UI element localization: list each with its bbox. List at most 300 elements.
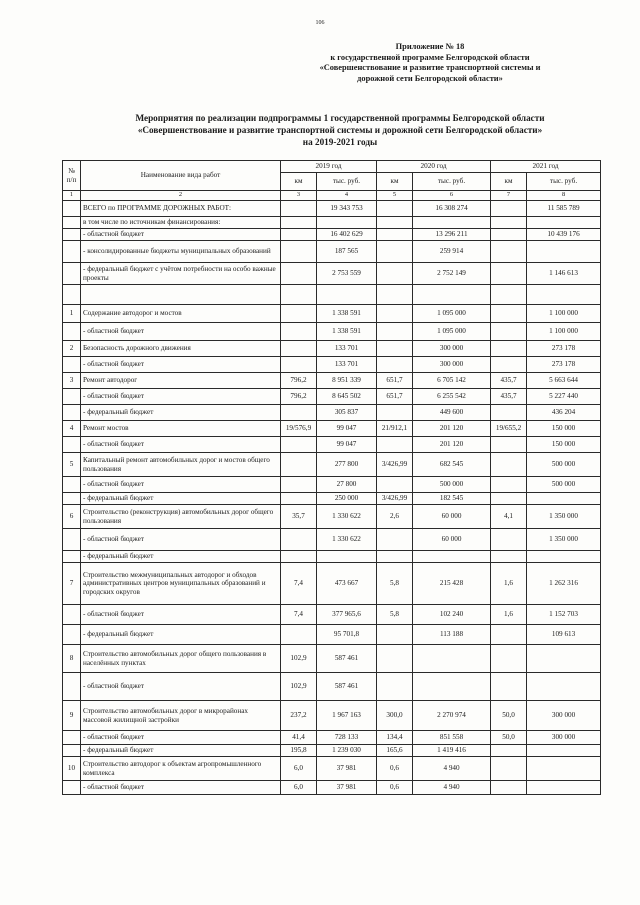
cell-work-name: - областной бюджет [81, 323, 281, 341]
cell-rub-2020 [413, 285, 491, 305]
cell-work-name: - областной бюджет [81, 437, 281, 453]
header-km-2021: км [491, 173, 527, 191]
appendix-line-3: «Совершенствование и развитие транспортной системы и [319, 63, 541, 72]
cell-rub-2021: 300 000 [527, 731, 601, 745]
cell-work-name: - областной бюджет [81, 477, 281, 493]
cell-km-2019 [281, 241, 317, 263]
table-row [63, 745, 601, 757]
cell-km-2019: 35,7 [281, 505, 317, 529]
title-line-3: на 2019-2021 годы [302, 137, 378, 147]
cell-rub-2021: 273 178 [527, 357, 601, 373]
cell-row-number [63, 285, 81, 305]
cell-km-2020 [377, 645, 413, 673]
cell-km-2021 [491, 493, 527, 505]
cell-km-2019 [281, 625, 317, 645]
table-row [63, 405, 601, 421]
cell-rub-2019: 8 645 502 [317, 389, 377, 405]
cell-km-2020: 3/426,99 [377, 453, 413, 477]
cell-rub-2021 [527, 551, 601, 563]
cell-row-number [63, 201, 81, 217]
column-index-row [63, 191, 601, 201]
cell-rub-2020: 215 428 [413, 563, 491, 605]
cell-work-name: Ремонт автодорог [81, 373, 281, 389]
cell-km-2021 [491, 263, 527, 285]
cell-rub-2019: 19 343 753 [317, 201, 377, 217]
table-row [63, 341, 601, 357]
cell-rub-2021 [527, 757, 601, 781]
cell-km-2020: 651,7 [377, 373, 413, 389]
cell-rub-2021 [527, 217, 601, 229]
cell-work-name: - консолидированные бюджеты муниципальных образований [81, 241, 281, 263]
cell-km-2020 [377, 625, 413, 645]
cell-rub-2020: 259 914 [413, 241, 491, 263]
cell-rub-2019: 95 701,8 [317, 625, 377, 645]
cell-rub-2019: 250 000 [317, 493, 377, 505]
cell-km-2021 [491, 745, 527, 757]
col-index: 5 [377, 191, 413, 201]
table-row [63, 625, 601, 645]
cell-km-2021: 1,6 [491, 563, 527, 605]
cell-work-name: - областной бюджет [81, 605, 281, 625]
cell-km-2019: 7,4 [281, 605, 317, 625]
cell-rub-2020: 500 000 [413, 477, 491, 493]
table-row [63, 731, 601, 745]
cell-rub-2020 [413, 645, 491, 673]
table-row [63, 673, 601, 701]
table-row [63, 263, 601, 285]
cell-km-2019: 6,0 [281, 757, 317, 781]
cell-rub-2019: 99 047 [317, 421, 377, 437]
cell-rub-2021: 11 585 789 [527, 201, 601, 217]
table-row [63, 357, 601, 373]
cell-row-number: 8 [63, 645, 81, 673]
table-row [63, 453, 601, 477]
header-2020: 2020 год [377, 161, 491, 173]
cell-rub-2020: 201 120 [413, 421, 491, 437]
cell-km-2021 [491, 551, 527, 563]
cell-km-2020 [377, 341, 413, 357]
cell-rub-2021: 5 227 440 [527, 389, 601, 405]
cell-rub-2019: 1 330 622 [317, 505, 377, 529]
cell-rub-2020: 2 752 149 [413, 263, 491, 285]
cell-rub-2021: 1 100 000 [527, 305, 601, 323]
table-row [63, 493, 601, 505]
cell-rub-2021 [527, 745, 601, 757]
cell-work-name: Безопасность дорожного движения [81, 341, 281, 357]
appendix-line-2: к государственной программе Белгородской области [330, 52, 530, 62]
table-row [63, 201, 601, 217]
cell-km-2021 [491, 405, 527, 421]
cell-rub-2020: 1 095 000 [413, 305, 491, 323]
cell-rub-2019: 8 951 339 [317, 373, 377, 389]
cell-work-name: Строительство межмуниципальных автодорог и обходов административных центров муниципальных образований и городских округов [81, 563, 281, 605]
cell-km-2021: 435,7 [491, 389, 527, 405]
cell-row-number [63, 745, 81, 757]
cell-row-number [63, 405, 81, 421]
cell-rub-2021 [527, 285, 601, 305]
cell-rub-2020 [413, 551, 491, 563]
cell-rub-2020: 113 188 [413, 625, 491, 645]
cell-row-number [63, 437, 81, 453]
cell-km-2019 [281, 437, 317, 453]
cell-km-2021 [491, 437, 527, 453]
cell-rub-2019: 1 338 591 [317, 305, 377, 323]
cell-km-2019 [281, 453, 317, 477]
cell-rub-2019: 1 330 622 [317, 529, 377, 551]
cell-rub-2019: 37 981 [317, 781, 377, 795]
cell-rub-2020: 60 000 [413, 505, 491, 529]
cell-rub-2021 [527, 241, 601, 263]
table-row [63, 529, 601, 551]
cell-work-name: - федеральный бюджет [81, 625, 281, 645]
cell-row-number: 10 [63, 757, 81, 781]
cell-km-2020 [377, 477, 413, 493]
cell-rub-2020: 682 545 [413, 453, 491, 477]
cell-rub-2019 [317, 217, 377, 229]
cell-rub-2019: 473 667 [317, 563, 377, 605]
works-table [62, 160, 601, 795]
table-row [63, 563, 601, 605]
cell-km-2019: 102,9 [281, 645, 317, 673]
cell-row-number [63, 217, 81, 229]
cell-row-number [63, 529, 81, 551]
cell-rub-2021 [527, 493, 601, 505]
cell-row-number [63, 493, 81, 505]
header-2019: 2019 год [281, 161, 377, 173]
table-row [63, 421, 601, 437]
cell-row-number [63, 731, 81, 745]
cell-row-number [63, 551, 81, 563]
table-row [63, 605, 601, 625]
title-line-2: «Совершенствование и развитие транспортной системы и дорожной сети Белгородской области» [137, 125, 543, 135]
header-2021: 2021 год [491, 161, 601, 173]
cell-rub-2021: 109 613 [527, 625, 601, 645]
appendix-line-1: Приложение № 18 [395, 42, 465, 51]
cell-km-2020: 21/912,1 [377, 421, 413, 437]
cell-rub-2020: 1 419 416 [413, 745, 491, 757]
cell-rub-2021: 10 439 176 [527, 229, 601, 241]
cell-rub-2019: 377 965,6 [317, 605, 377, 625]
cell-km-2021: 1,6 [491, 605, 527, 625]
cell-rub-2020 [413, 217, 491, 229]
cell-row-number: 9 [63, 701, 81, 731]
cell-rub-2020: 60 000 [413, 529, 491, 551]
cell-km-2019 [281, 217, 317, 229]
appendix-heading [290, 42, 570, 84]
cell-rub-2021: 1 350 000 [527, 529, 601, 551]
cell-work-name: в том числе по источникам финансирования: [81, 217, 281, 229]
cell-km-2021 [491, 453, 527, 477]
cell-work-name: - федеральный бюджет с учётом потребности на особо важные проекты [81, 263, 281, 285]
cell-km-2021 [491, 341, 527, 357]
col-index: 4 [317, 191, 377, 201]
cell-km-2019: 237,2 [281, 701, 317, 731]
cell-km-2020 [377, 323, 413, 341]
cell-rub-2021 [527, 673, 601, 701]
cell-work-name: - областной бюджет [81, 389, 281, 405]
cell-km-2021: 435,7 [491, 373, 527, 389]
page-number: 106 [315, 20, 325, 26]
cell-row-number [63, 781, 81, 795]
cell-km-2019 [281, 305, 317, 323]
cell-row-number: 7 [63, 563, 81, 605]
col-index: 8 [527, 191, 601, 201]
appendix-line-4: дорожной сети Белгородской области» [357, 73, 503, 83]
cell-km-2020 [377, 673, 413, 701]
cell-rub-2020: 4 940 [413, 781, 491, 795]
cell-km-2020 [377, 285, 413, 305]
table-row [63, 757, 601, 781]
cell-rub-2021: 500 000 [527, 453, 601, 477]
cell-rub-2020: 300 000 [413, 341, 491, 357]
cell-rub-2021: 1 350 000 [527, 505, 601, 529]
cell-rub-2021: 5 663 644 [527, 373, 601, 389]
cell-km-2019: 19/576,9 [281, 421, 317, 437]
cell-work-name: Капитальный ремонт автомобильных дорог и мостов общего пользования [81, 453, 281, 477]
cell-rub-2019: 37 981 [317, 757, 377, 781]
cell-km-2020: 5,8 [377, 563, 413, 605]
cell-work-name: - федеральный бюджет [81, 493, 281, 505]
cell-rub-2019: 728 133 [317, 731, 377, 745]
col-index: 2 [81, 191, 281, 201]
cell-rub-2020: 6 255 542 [413, 389, 491, 405]
cell-km-2020: 3/426,99 [377, 493, 413, 505]
header-rub-2021: тыс. руб. [527, 173, 601, 191]
cell-km-2020 [377, 405, 413, 421]
cell-km-2021 [491, 645, 527, 673]
cell-rub-2020: 182 545 [413, 493, 491, 505]
cell-km-2020 [377, 241, 413, 263]
table-row [63, 551, 601, 563]
cell-rub-2019: 133 701 [317, 357, 377, 373]
cell-work-name [81, 285, 281, 305]
cell-work-name: Строительство автодорог к объектам агропромышленного комплекса [81, 757, 281, 781]
cell-work-name: - областной бюджет [81, 781, 281, 795]
col-index: 6 [413, 191, 491, 201]
cell-km-2021 [491, 241, 527, 263]
cell-work-name: - областной бюджет [81, 229, 281, 241]
cell-work-name: ВСЕГО по ПРОГРАММЕ ДОРОЖНЫХ РАБОТ: [81, 201, 281, 217]
cell-km-2020 [377, 529, 413, 551]
cell-rub-2019: 1 239 030 [317, 745, 377, 757]
cell-rub-2019: 187 565 [317, 241, 377, 263]
cell-rub-2019: 305 837 [317, 405, 377, 421]
cell-rub-2019: 27 800 [317, 477, 377, 493]
cell-row-number [63, 477, 81, 493]
cell-work-name: Ремонт мостов [81, 421, 281, 437]
cell-rub-2020: 2 270 974 [413, 701, 491, 731]
cell-row-number [63, 263, 81, 285]
cell-km-2019: 7,4 [281, 563, 317, 605]
table-row [63, 781, 601, 795]
table-row [63, 229, 601, 241]
cell-km-2021 [491, 305, 527, 323]
cell-row-number [63, 229, 81, 241]
cell-rub-2020: 6 705 142 [413, 373, 491, 389]
cell-km-2021 [491, 625, 527, 645]
cell-km-2021 [491, 285, 527, 305]
table-row [63, 217, 601, 229]
cell-work-name: Строительство (реконструкция) автомобильных дорог общего пользования [81, 505, 281, 529]
cell-km-2019: 796,2 [281, 373, 317, 389]
table-row [63, 437, 601, 453]
cell-km-2021 [491, 529, 527, 551]
cell-work-name: Строительство автомобильных дорог в микрорайонах массовой жилищной застройки [81, 701, 281, 731]
cell-row-number: 5 [63, 453, 81, 477]
cell-rub-2019: 99 047 [317, 437, 377, 453]
cell-row-number: 6 [63, 505, 81, 529]
cell-rub-2021: 150 000 [527, 421, 601, 437]
cell-km-2021 [491, 477, 527, 493]
cell-km-2020: 165,6 [377, 745, 413, 757]
cell-rub-2021: 436 204 [527, 405, 601, 421]
cell-km-2020 [377, 305, 413, 323]
cell-rub-2019: 133 701 [317, 341, 377, 357]
cell-rub-2019: 587 461 [317, 673, 377, 701]
cell-rub-2021: 273 178 [527, 341, 601, 357]
cell-row-number [63, 625, 81, 645]
cell-work-name: - областной бюджет [81, 357, 281, 373]
table-row [63, 477, 601, 493]
table-row [63, 701, 601, 731]
cell-rub-2020: 4 940 [413, 757, 491, 781]
cell-rub-2021: 150 000 [527, 437, 601, 453]
cell-rub-2019: 587 461 [317, 645, 377, 673]
cell-rub-2020: 1 095 000 [413, 323, 491, 341]
cell-km-2019 [281, 529, 317, 551]
table-row [63, 373, 601, 389]
cell-km-2019 [281, 285, 317, 305]
cell-work-name: Содержание автодорог и мостов [81, 305, 281, 323]
cell-work-name: Строительство автомобильных дорог общего пользования в населённых пунктах [81, 645, 281, 673]
cell-work-name: - федеральный бюджет [81, 405, 281, 421]
cell-row-number [63, 357, 81, 373]
cell-km-2021 [491, 757, 527, 781]
table-row [63, 505, 601, 529]
cell-km-2019 [281, 493, 317, 505]
cell-km-2021 [491, 229, 527, 241]
cell-km-2021 [491, 323, 527, 341]
header-rub-2020: тыс. руб. [413, 173, 491, 191]
cell-km-2020 [377, 357, 413, 373]
cell-work-name: - федеральный бюджет [81, 745, 281, 757]
cell-rub-2019: 1 338 591 [317, 323, 377, 341]
table-header [63, 161, 601, 201]
document-title [60, 112, 620, 148]
cell-rub-2020 [413, 673, 491, 701]
cell-rub-2020: 300 000 [413, 357, 491, 373]
cell-row-number [63, 389, 81, 405]
cell-km-2019: 6,0 [281, 781, 317, 795]
cell-km-2020: 5,8 [377, 605, 413, 625]
cell-row-number: 3 [63, 373, 81, 389]
col-index: 3 [281, 191, 317, 201]
cell-row-number: 1 [63, 305, 81, 323]
table-row [63, 323, 601, 341]
header-km-2020: км [377, 173, 413, 191]
cell-km-2021 [491, 217, 527, 229]
header-num: № п/п [63, 161, 81, 191]
cell-rub-2019: 16 402 629 [317, 229, 377, 241]
title-line-1: Мероприятия по реализации подпрограммы 1 государственной программы Белгородской области [135, 113, 545, 123]
cell-km-2020 [377, 201, 413, 217]
table-row [63, 645, 601, 673]
cell-rub-2021: 1 100 000 [527, 323, 601, 341]
cell-km-2020: 0,6 [377, 757, 413, 781]
table-body [63, 201, 601, 795]
cell-km-2021 [491, 201, 527, 217]
cell-rub-2021: 1 262 316 [527, 563, 601, 605]
cell-rub-2019: 277 800 [317, 453, 377, 477]
table-row [63, 285, 601, 305]
cell-rub-2020: 201 120 [413, 437, 491, 453]
col-index: 1 [63, 191, 81, 201]
cell-rub-2020: 449 600 [413, 405, 491, 421]
header-name: Наименование вида работ [81, 161, 281, 191]
cell-km-2020: 651,7 [377, 389, 413, 405]
cell-row-number [63, 241, 81, 263]
cell-km-2020 [377, 229, 413, 241]
cell-km-2021: 4,1 [491, 505, 527, 529]
cell-km-2020 [377, 437, 413, 453]
cell-work-name: - областной бюджет [81, 673, 281, 701]
cell-km-2019 [281, 341, 317, 357]
cell-rub-2020: 102 240 [413, 605, 491, 625]
cell-km-2019 [281, 357, 317, 373]
cell-km-2020: 134,4 [377, 731, 413, 745]
cell-row-number [63, 673, 81, 701]
cell-row-number: 2 [63, 341, 81, 357]
cell-work-name: - областной бюджет [81, 731, 281, 745]
cell-row-number [63, 323, 81, 341]
col-index: 7 [491, 191, 527, 201]
cell-row-number: 4 [63, 421, 81, 437]
cell-km-2020: 2,6 [377, 505, 413, 529]
cell-km-2019: 195,8 [281, 745, 317, 757]
cell-rub-2019 [317, 285, 377, 305]
table-row [63, 241, 601, 263]
table-row [63, 305, 601, 323]
cell-km-2021: 19/655,2 [491, 421, 527, 437]
cell-km-2019 [281, 263, 317, 285]
cell-km-2019: 102,9 [281, 673, 317, 701]
cell-rub-2021: 1 152 703 [527, 605, 601, 625]
cell-km-2021 [491, 781, 527, 795]
header-km-2019: км [281, 173, 317, 191]
cell-km-2021 [491, 673, 527, 701]
cell-km-2019 [281, 405, 317, 421]
cell-km-2020 [377, 217, 413, 229]
cell-km-2019 [281, 477, 317, 493]
cell-rub-2021: 500 000 [527, 477, 601, 493]
cell-km-2021: 50,0 [491, 731, 527, 745]
table-row [63, 389, 601, 405]
cell-km-2019 [281, 229, 317, 241]
cell-rub-2020: 16 308 274 [413, 201, 491, 217]
cell-row-number [63, 605, 81, 625]
cell-km-2021: 50,0 [491, 701, 527, 731]
cell-km-2020: 300,0 [377, 701, 413, 731]
cell-km-2019: 796,2 [281, 389, 317, 405]
cell-rub-2019 [317, 551, 377, 563]
cell-km-2021 [491, 357, 527, 373]
cell-km-2019: 41,4 [281, 731, 317, 745]
cell-rub-2021 [527, 781, 601, 795]
cell-km-2020 [377, 551, 413, 563]
cell-rub-2021 [527, 645, 601, 673]
cell-rub-2019: 1 967 163 [317, 701, 377, 731]
cell-rub-2021: 300 000 [527, 701, 601, 731]
